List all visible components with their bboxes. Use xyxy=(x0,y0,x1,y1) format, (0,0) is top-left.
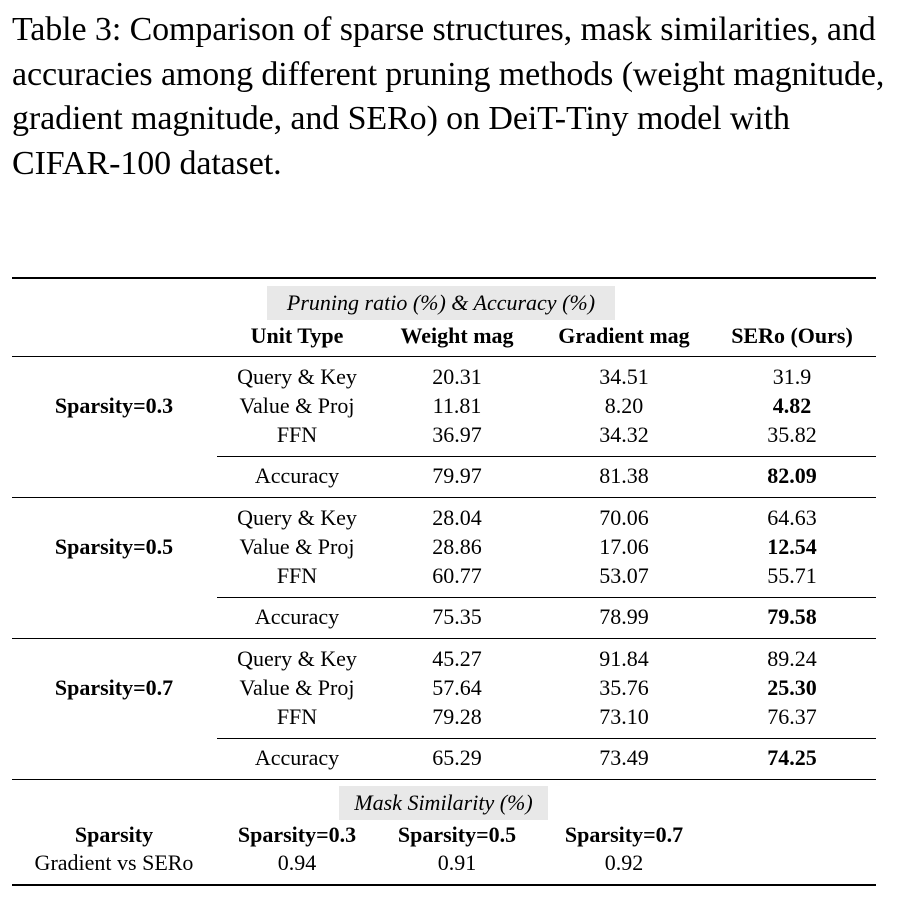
accuracy-cell: 79.97 xyxy=(432,463,482,488)
table-cell: 73.10 xyxy=(599,704,649,729)
table-rule xyxy=(12,638,876,639)
similarity-header: Sparsity=0.3 xyxy=(237,822,357,847)
table-cell: 28.04 xyxy=(432,505,482,530)
table-cell: 76.37 xyxy=(767,704,817,729)
sparsity-group-label: Sparsity=0.7 xyxy=(54,675,174,700)
table-cell: 4.82 xyxy=(772,393,812,418)
table-rule xyxy=(12,497,876,498)
table-cell: 20.31 xyxy=(432,364,482,389)
table-cell: Query & Key xyxy=(237,364,357,389)
table-cell: Query & Key xyxy=(237,505,357,530)
table-rule xyxy=(217,738,876,739)
table-rule xyxy=(12,779,876,780)
table-cell: 35.82 xyxy=(767,422,817,447)
table-caption: Table 3: Comparison of sparse structures, mask similarities, and accuracies among different pruning methods (weight magnitude, gradient magnitude, and SERo) on DeiT-Tiny model with CIFAR-100 dataset. xyxy=(12,11,885,182)
table-cell: 53.07 xyxy=(599,563,649,588)
accuracy-cell: 65.29 xyxy=(432,745,482,770)
table-cell: FFN xyxy=(276,704,318,729)
sparsity-group-label: Sparsity=0.5 xyxy=(54,534,174,559)
accuracy-cell: 79.58 xyxy=(767,604,817,629)
column-header: SERo (Ours) xyxy=(731,323,853,348)
table-rule xyxy=(217,456,876,457)
table-cell: FFN xyxy=(276,563,318,588)
column-header: Unit Type xyxy=(250,323,344,348)
table-cell: 36.97 xyxy=(432,422,482,447)
table-rule xyxy=(12,884,876,886)
table-cell: 89.24 xyxy=(767,646,817,671)
table-cell: 31.9 xyxy=(772,364,812,389)
table-rule xyxy=(12,356,876,357)
table-cell: 25.30 xyxy=(767,675,817,700)
table-cell: 28.86 xyxy=(432,534,482,559)
accuracy-cell: 82.09 xyxy=(767,463,817,488)
table-cell: 79.28 xyxy=(432,704,482,729)
table-rule xyxy=(217,597,876,598)
accuracy-cell: 74.25 xyxy=(767,745,817,770)
accuracy-cell: Accuracy xyxy=(254,463,340,488)
table-cell: Value & Proj xyxy=(239,675,355,700)
similarity-cell: Gradient vs SERo xyxy=(34,850,194,875)
table-rule xyxy=(12,277,876,279)
similarity-header: Sparsity xyxy=(74,822,154,847)
table-cell: 35.76 xyxy=(599,675,649,700)
table-cell: Query & Key xyxy=(237,646,357,671)
column-header: Weight mag xyxy=(400,323,514,348)
table-cell: 17.06 xyxy=(599,534,649,559)
column-header: Gradient mag xyxy=(558,323,690,348)
similarity-header: Sparsity=0.7 xyxy=(564,822,684,847)
table-cell: 57.64 xyxy=(432,675,482,700)
table-cell: 11.81 xyxy=(432,393,482,418)
table-cell: 34.32 xyxy=(599,422,649,447)
accuracy-cell: Accuracy xyxy=(254,745,340,770)
table-cell: 70.06 xyxy=(599,505,649,530)
similarity-cell: 0.91 xyxy=(437,850,477,875)
accuracy-cell: 81.38 xyxy=(599,463,649,488)
accuracy-cell: 75.35 xyxy=(432,604,482,629)
accuracy-cell: 73.49 xyxy=(599,745,649,770)
table-cell: 60.77 xyxy=(432,563,482,588)
accuracy-cell: 78.99 xyxy=(599,604,649,629)
table-cell: 55.71 xyxy=(767,563,817,588)
table-cell: 91.84 xyxy=(599,646,649,671)
section-title-pruning: Pruning ratio (%) & Accuracy (%) xyxy=(267,286,615,320)
similarity-cell: 0.92 xyxy=(604,850,644,875)
table-cell: Value & Proj xyxy=(239,393,355,418)
table-cell: FFN xyxy=(276,422,318,447)
table-cell: 64.63 xyxy=(767,505,817,530)
accuracy-cell: Accuracy xyxy=(254,604,340,629)
table-cell: 12.54 xyxy=(767,534,817,559)
table-cell: 8.20 xyxy=(604,393,644,418)
sparsity-group-label: Sparsity=0.3 xyxy=(54,393,174,418)
table-cell: Value & Proj xyxy=(239,534,355,559)
similarity-cell: 0.94 xyxy=(277,850,317,875)
similarity-header: Sparsity=0.5 xyxy=(397,822,517,847)
section-title-mask-similarity: Mask Similarity (%) xyxy=(339,786,548,820)
table-cell: 45.27 xyxy=(432,646,482,671)
table-cell: 34.51 xyxy=(599,364,649,389)
